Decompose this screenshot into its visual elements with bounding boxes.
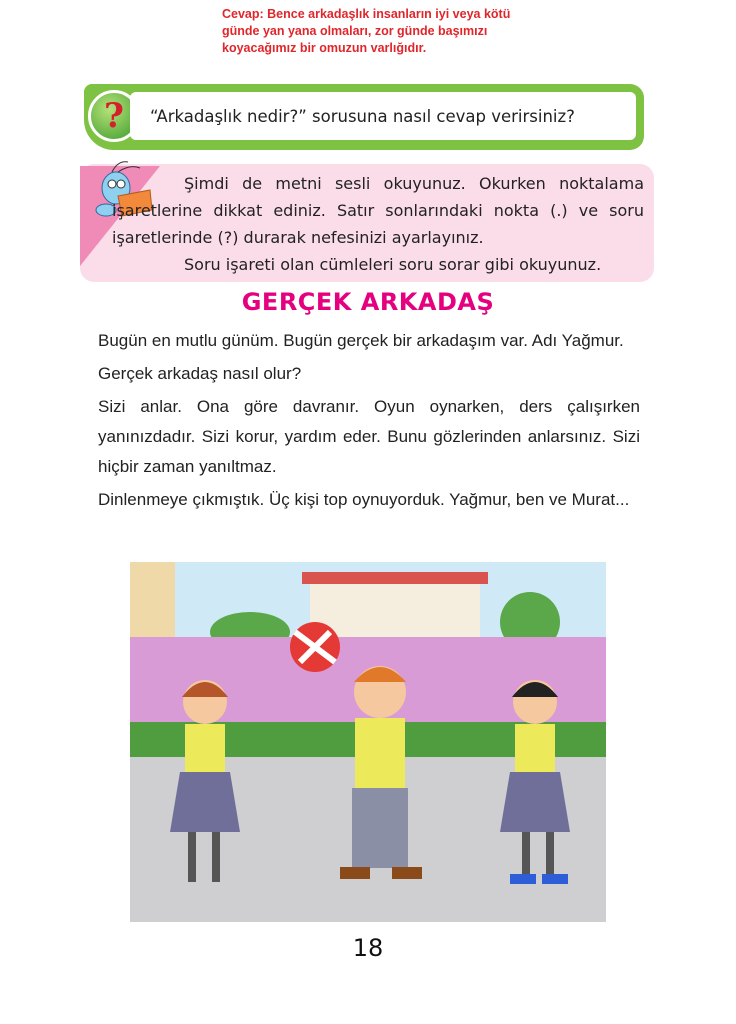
- instruction-paragraph: Şimdi de metni sesli okuyunuz. Okurken noktalama işaretlerine dikkat ediniz. Satır sonlarındaki nokta (.) ve soru işaretlerinde (?) durarak nefesinizi ayarlayınız.: [112, 174, 644, 247]
- question-box: [84, 84, 644, 150]
- story-paragraph: Bugün en mutlu günüm. Bugün gerçek bir arkadaşım var. Adı Yağmur.: [98, 331, 624, 350]
- question-text: “Arkadaşlık nedir?” sorusuna nasıl cevap verirsiniz?: [150, 106, 575, 126]
- answer-text: Cevap: Bence arkadaşlık insanların iyi veya kötü günde yan yana olmaları, zor günde başımızı koyacağımız bir omuzun varlığıdır.: [222, 7, 511, 55]
- question-mark-icon: ?: [88, 90, 140, 142]
- story-body: [98, 326, 640, 518]
- story-paragraph: Sizi anlar. Ona göre davranır. Oyun oynarken, ders çalışırken yanınızdadır. Sizi korur, yardım eder. Bunu gözlerinden anlarsınız. Sizi hiçbir zaman yanıltmaz.: [98, 397, 640, 476]
- story-title: GERÇEK ARKADAŞ: [241, 288, 495, 316]
- story-paragraph: Dinlenmeye çıkmıştık. Üç kişi top oynuyorduk. Yağmur, ben ve Murat...: [98, 490, 630, 509]
- children-playing-ball-illustration: [130, 562, 606, 922]
- instruction-text: [112, 170, 644, 278]
- story-paragraph: Gerçek arkadaş nasıl olur?: [98, 364, 302, 383]
- page-number: 18: [352, 934, 384, 962]
- instruction-paragraph: Soru işareti olan cümleleri soru sorar gibi okuyunuz.: [184, 255, 602, 274]
